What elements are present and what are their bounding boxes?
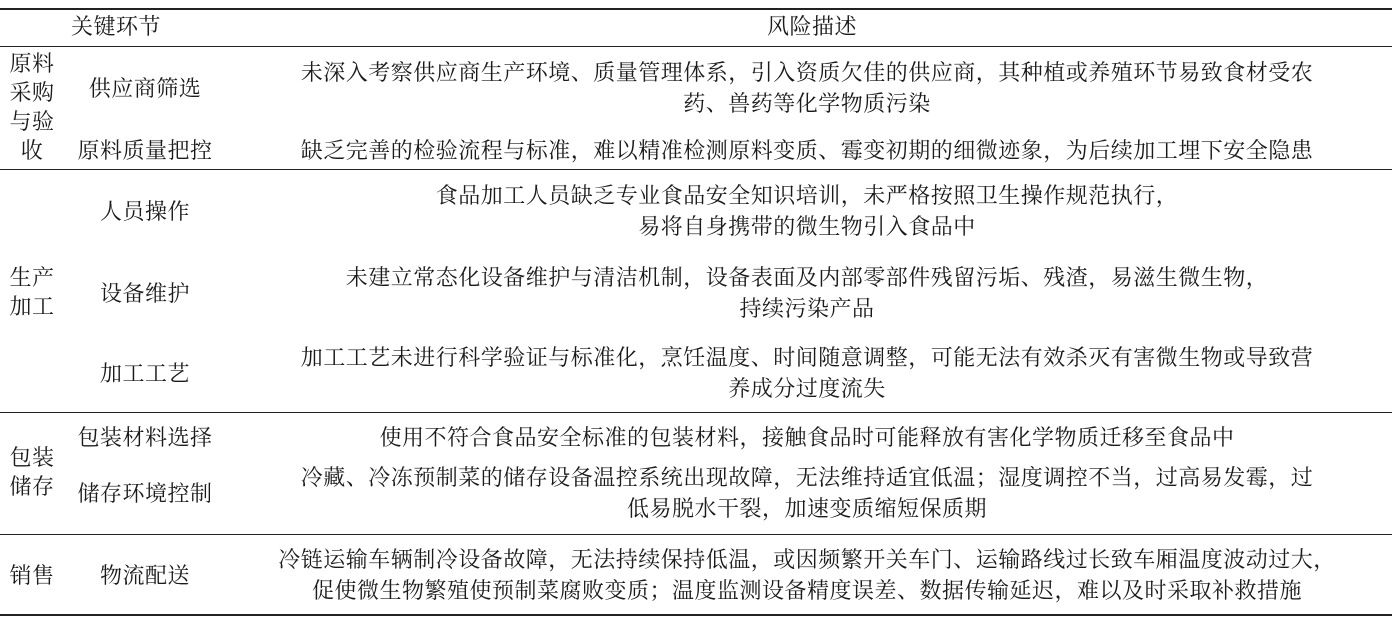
stage-line: 原料 xyxy=(9,52,55,77)
stage-cell xyxy=(0,47,64,169)
header-rule xyxy=(0,46,1392,47)
desc-line: 冷藏、冷冻预制菜的储存设备温控系统出现故障，无法维持适宜低温；湿度调控不当，过高易发霉，过 xyxy=(300,466,1314,491)
group-divider xyxy=(0,534,1392,535)
stage-line: 包装 xyxy=(9,446,55,471)
desc-line: 持续污染产品 xyxy=(739,297,875,322)
stage-cell xyxy=(0,544,64,608)
risk-description xyxy=(224,58,1390,120)
stage-cell xyxy=(0,442,64,504)
desc-line: 易将自身携带的微生物引入食品中 xyxy=(638,215,976,240)
desc-line: 冷链运输车辆制冷设备故障，无法持续保持低温，或因频繁开关车门、运输路线过长致车厢温度波动过大， xyxy=(278,548,1336,573)
group-divider xyxy=(0,169,1392,170)
desc-line: 未深入考察供应商生产环境、质量管理体系，引入资质欠佳的供应商，其种植或养殖环节易致食材受农 xyxy=(300,61,1314,86)
link-cell: 供应商筛选 xyxy=(88,76,202,102)
stage-line: 生产 xyxy=(9,266,55,291)
risk-description xyxy=(224,180,1390,244)
stage-line: 收 xyxy=(20,139,44,164)
desc-line: 药、兽药等化学物质污染 xyxy=(683,92,931,117)
link-cell: 设备维护 xyxy=(99,281,190,307)
header-risk-description: 风险描述 xyxy=(766,15,857,40)
group-divider xyxy=(0,412,1392,413)
link-cell: 储存环境控制 xyxy=(77,481,213,507)
stage-line: 储存 xyxy=(9,475,55,500)
risk-description xyxy=(224,262,1390,326)
desc-line: 加工工艺未进行科学验证与标准化，烹饪温度、时间随意调整，可能无法有效杀灭有害微生物或导致营 xyxy=(300,346,1314,371)
stage-line: 采购 xyxy=(9,81,55,106)
desc-line: 未建立常态化设备维护与清洁机制，设备表面及内部零部件残留污垢、残渣，易滋生微生物， xyxy=(345,266,1269,291)
link-cell: 包装材料选择 xyxy=(77,425,213,451)
desc-line: 促使微生物繁殖使预制菜腐败变质；温度监测设备精度误差、数据传输延迟，难以及时采取补救措施 xyxy=(311,579,1302,604)
stage-cell xyxy=(0,262,64,324)
desc-line: 食品加工人员缺乏专业食品安全知识培训，未严格按照卫生操作规范执行， xyxy=(435,184,1179,209)
risk-description xyxy=(224,134,1390,168)
link-cell: 物流配送 xyxy=(99,563,190,589)
stage-line: 加工 xyxy=(9,295,55,320)
stage-line: 销售 xyxy=(9,563,55,589)
desc-line: 缺乏完善的检验流程与标准，难以精准检测原料变质、霉变初期的细微迹象，为后续加工埋下安全隐患 xyxy=(300,138,1314,164)
bottom-rule xyxy=(0,614,1392,616)
desc-line: 使用不符合食品安全标准的包装材料，接触食品时可能释放有害化学物质迁移至食品中 xyxy=(379,425,1235,451)
stage-line: 与验 xyxy=(9,110,55,135)
link-cell: 原料质量把控 xyxy=(77,138,213,164)
risk-description xyxy=(224,462,1390,526)
header-key-link: 关键环节 xyxy=(70,15,161,40)
desc-line: 养成分过度流失 xyxy=(728,377,886,402)
desc-line: 低易脱水干裂，加速变质缩短保质期 xyxy=(626,497,987,522)
risk-description xyxy=(224,342,1390,406)
link-cell: 加工工艺 xyxy=(99,361,190,387)
risk-description xyxy=(224,421,1390,455)
link-cell: 人员操作 xyxy=(99,199,190,225)
risk-description xyxy=(224,544,1390,608)
